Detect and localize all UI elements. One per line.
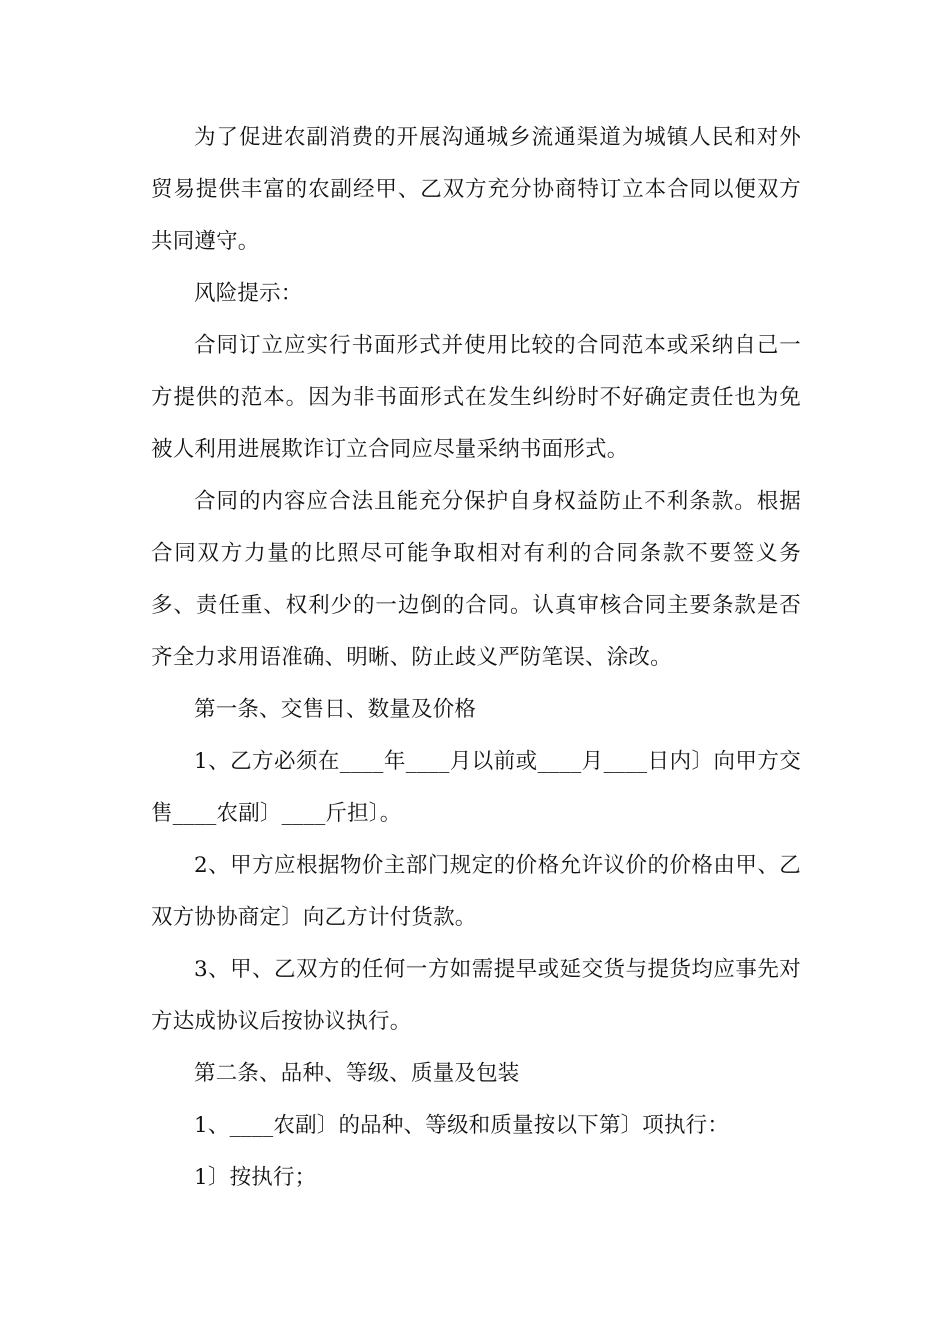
paragraph-risk-heading: 风险提示：: [194, 281, 303, 306]
article-1-clause-1: 1、乙方必须在____年____月以前或____月____日内〕向甲方交售____农副〕____斤担〕。: [151, 749, 801, 826]
article-1-clause-2: 2、甲方应根据物价主部门规定的价格允许议价的价格由甲、乙双方协协商定〕向乙方计付货款。: [151, 853, 801, 930]
article-2-clause-1: 1、____农副〕的品种、等级和质量按以下第〕项执行：: [194, 1113, 730, 1138]
paragraph-intro: 为了促进农副消费的开展沟通城乡流通渠道为城镇人民和对外贸易提供丰富的农副经甲、乙双方充分协商特订立本合同以便双方共同遵守。: [151, 125, 801, 254]
article-1-heading: 第一条、交售日、数量及价格: [194, 697, 477, 722]
document-body: [151, 112, 801, 1204]
article-1-clause-3: 3、甲、乙双方的任何一方如需提早或延交货与提货均应事先对方达成协议后按协议执行。: [151, 957, 801, 1034]
article-2-heading: 第二条、品种、等级、质量及包装: [194, 1061, 520, 1086]
paragraph-risk-written-form: 合同订立应实行书面形式并使用比较的合同范本或采纳自己一方提供的范本。因为非书面形式在发生纠纷时不好确定责任也为免被人利用进展欺诈订立合同应尽量采纳书面形式。: [151, 333, 801, 462]
article-2-item-1: 1〕按执行；: [194, 1165, 317, 1190]
paragraph-risk-content: 合同的内容应合法且能充分保护自身权益防止不利条款。根据合同双方力量的比照尽可能争取相对有利的合同条款不要签义务多、责任重、权利少的一边倒的合同。认真审核合同主要条款是否齐全力求用语准确、明晰、防止歧义严防笔误、涂改。: [151, 489, 801, 670]
